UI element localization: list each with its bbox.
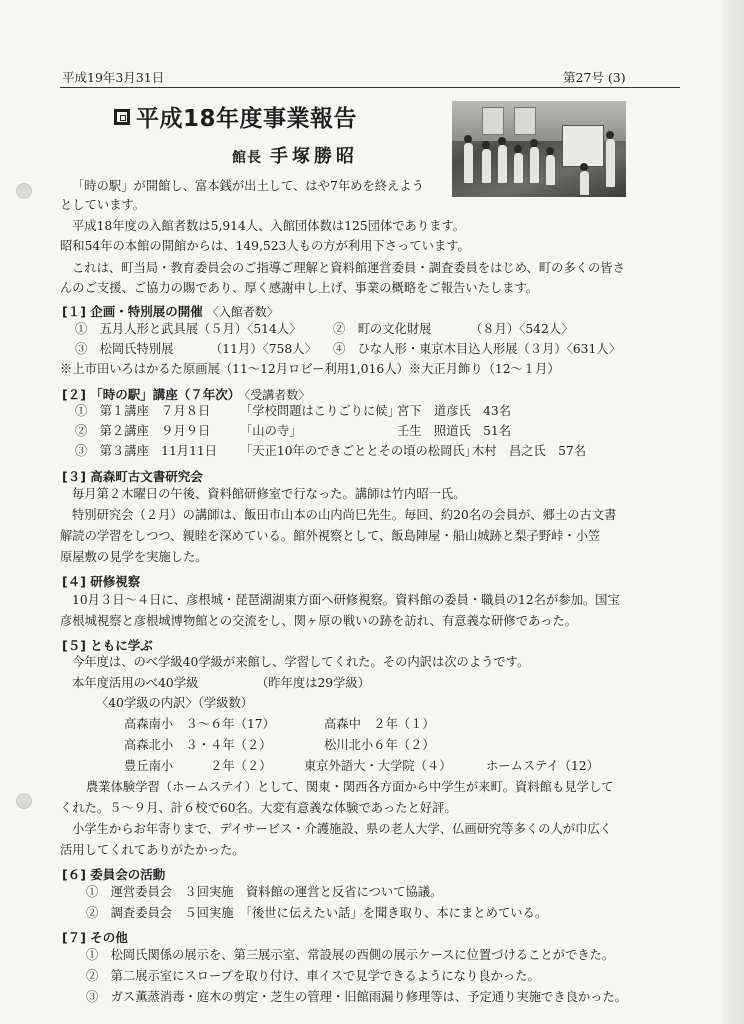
header-issue: 第27号 (3) xyxy=(563,70,626,85)
intro-line: としています。 xyxy=(60,198,146,212)
table-row: ③ 第３講座 11月11日 xyxy=(75,444,218,458)
page-title-text: 平成18年度事業報告 xyxy=(136,106,358,132)
section-heading-study-group: [３] 高森町古文書研究会 xyxy=(62,469,203,484)
header-date: 平成19年3月31日 xyxy=(62,70,165,85)
table-cell: 「天正10年のできごととその頃の松岡氏」 xyxy=(240,444,477,458)
author-role: 館長 xyxy=(232,150,262,166)
intro-line: 「時の駅」が開館し、富本銭が出土して、はや7年めを終えよう xyxy=(72,179,424,193)
list-item: 高森南小 ３～６年（17） xyxy=(124,717,275,731)
list-item: 高森中 ２年（１） xyxy=(324,717,435,731)
section-heading-learning: [５] ともに学ぶ xyxy=(62,638,153,653)
list-item-value: （11月）〈758人〉 xyxy=(210,342,317,356)
header-rule xyxy=(60,87,680,88)
paragraph-line: 特別研究会（２月）の講師は、飯田市山本の山内尚巳先生。毎回、約20名の会員が、郷土の古文書 xyxy=(72,508,617,522)
binder-hole-icon xyxy=(16,183,32,199)
paragraph-line: 原屋敷の見学を実施した。 xyxy=(60,550,208,564)
paragraph-line: 小学生からお年寄りまで、デイサービス・介護施設、県の老人大学、仏画研究等多くの人が巾広く xyxy=(72,822,612,836)
section-heading-exhibitions: [１] 企画・特別展の開催 〈入館者数〉 xyxy=(62,304,279,319)
page-edge-shadow xyxy=(722,0,744,1024)
paragraph-line: 彦根城視察と彦根城博物館との交流をし、関ヶ原の戦いの跡を訪れ、有意義な研修であった。 xyxy=(60,614,578,628)
section-heading-committees: [６] 委員会の活動 xyxy=(62,867,166,882)
paragraph-line: 農業体験学習（ホームステイ）として、関東・関西各方面から中学生が来町。資料館も見学して xyxy=(86,780,614,794)
paragraph-line: 〈40学級の内訳〉（学級数） xyxy=(96,696,254,710)
list-item: ① 運営委員会 ３回実施 資料館の運営と反省について協議。 xyxy=(86,885,443,899)
section-heading-lectures: [２] 「時の駅」講座（７年次） 〈受講者数〉 xyxy=(62,387,311,402)
paragraph-line: 活用してくれてありがたかった。 xyxy=(60,843,245,857)
section-heading-other: [７] その他 xyxy=(62,930,128,945)
intro-line: これは、町当局・教育委員会のご指導ご理解と資料館運営委員・調査委員をはじめ、町の多くの皆さ xyxy=(72,261,625,275)
intro-line: 平成18年度の入館者数は5,914人、入館団体数は125団体であります。 xyxy=(72,219,466,233)
list-item: ② 第二展示室にスロープを取り付け、車イスで見学できるようになり良かった。 xyxy=(86,969,540,983)
table-cell: 「山の寺」 xyxy=(240,424,302,438)
list-item: ② 調査委員会 ５回実施 「後世に伝えたい話」を聞き取り、本にまとめている。 xyxy=(86,906,548,920)
section-heading-study-tour: [４] 研修視察 xyxy=(62,574,141,589)
table-row: ① 第１講座 ７月８日 xyxy=(75,404,211,418)
intro-line: 昭和54年の本館の開館からは、149,523人もの方が利用下さっています。 xyxy=(60,239,470,253)
paragraph-line: くれた。５～９月、計６校で60名。大変有意義な体験であったと好評。 xyxy=(60,801,457,815)
list-item: ② 町の文化財展 xyxy=(333,322,432,336)
author-name: 手塚勝昭 xyxy=(270,146,358,167)
paragraph-line: （昨年度は29学級） xyxy=(256,676,371,690)
table-cell: 壬生 照道氏 51名 xyxy=(397,424,512,438)
list-item: ① 松岡氏関係の展示を、第三展示室、常設展の西側の展示ケースに位置づけることができた。 xyxy=(86,948,615,962)
paragraph-line: 本年度活用のべ40学級 xyxy=(72,676,199,690)
list-item: ③ ガス薫蒸消毒・庭木の剪定・芝生の管理・旧館雨漏り修理等は、予定通り実施でき良かった。 xyxy=(86,990,628,1004)
table-cell: 木村 昌之氏 57名 xyxy=(472,444,587,458)
list-item: 松川北小６年（２） xyxy=(324,738,435,752)
exhibition-note: ※上市田いろはかるた原画展（11～12月ロビー利用1,016人）※大正月飾り（12～１月） xyxy=(60,362,560,376)
table-cell: 宮下 道彦氏 43名 xyxy=(397,404,512,418)
table-row: ② 第２講座 ９月９日 xyxy=(75,424,211,438)
table-cell: 「学校問題はこりごりに候」 xyxy=(240,404,400,418)
list-item: 高森北小 ３・４年（２） xyxy=(124,738,272,752)
page-title xyxy=(114,100,357,133)
list-item-value: （８月）〈542人〉 xyxy=(470,322,574,336)
list-item: ④ ひな人形・東京木目込人形展（３月）〈631人〉 xyxy=(333,342,621,356)
paragraph-line: 毎月第２木曜日の午後、資料館研修室で行なった。講師は竹内昭一氏。 xyxy=(72,487,466,501)
intro-line: んのご支援、ご協力の賜であり、厚く感謝申し上げ、事業の概略をご報告いたします。 xyxy=(60,281,539,295)
binder-hole-icon xyxy=(16,793,32,809)
classroom-photo xyxy=(452,101,626,197)
author xyxy=(232,142,358,168)
list-item: ③ 松岡氏特別展 xyxy=(75,342,174,356)
square-bullet-icon xyxy=(114,109,130,125)
list-item: ホームステイ（12） xyxy=(486,759,599,773)
list-item: 東京外語大・大学院（４） xyxy=(304,759,452,773)
list-item: ① 五月人形と武具展（５月）〈514人〉 xyxy=(75,322,302,336)
paragraph-line: 10月３日～４日に、彦根城・琵琶湖湖東方面へ研修視察。資料館の委員・職員の12名が参加。国宝 xyxy=(72,593,620,607)
paragraph-line: 解読の学習をしつつ、親睦を深めている。館外視察として、飯島陣屋・船山城跡と梨子野峠・小笠 xyxy=(60,529,601,543)
list-item: 豊丘南小 ２年（２） xyxy=(124,759,272,773)
paragraph-line: 今年度は、のべ学級40学級が来館し、学習してくれた。その内訳は次のようです。 xyxy=(72,655,530,669)
